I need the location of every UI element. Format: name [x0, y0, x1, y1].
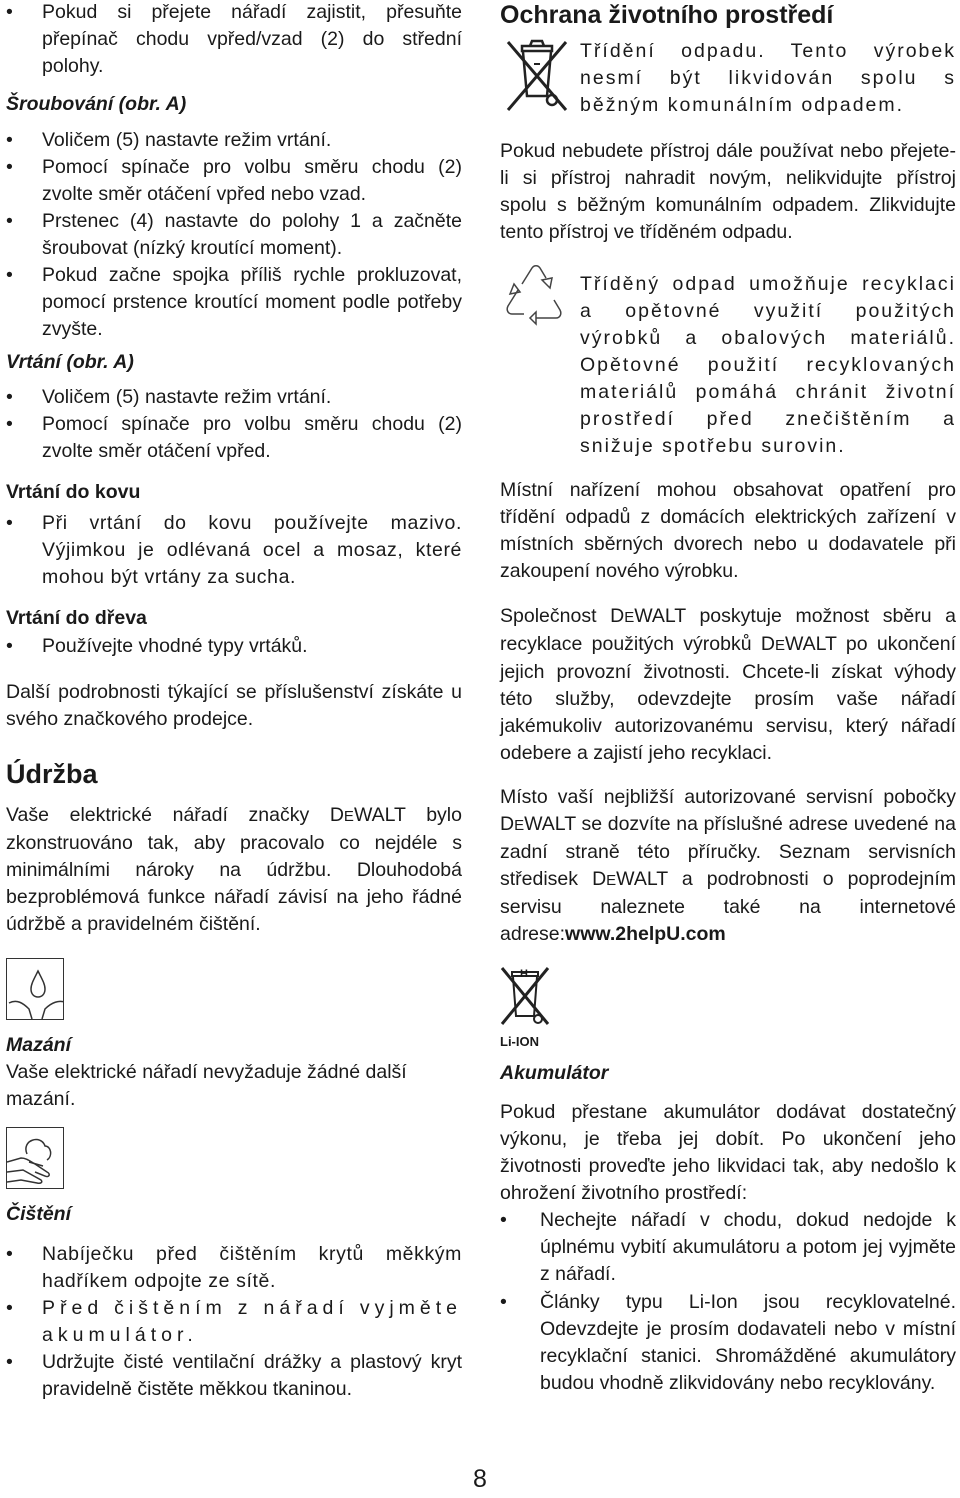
- separate-collection-text: Třídění odpadu. Tento výrobek nesmí být likvidován spolu s běžným komunálním odpadem.: [580, 40, 956, 116]
- list-item: • Nechejte nářadí v chodu, dokud nedojde k úplnému vybití akumulátoru a potom jej vyjměte z nářadí.: [500, 1207, 956, 1288]
- list-item: • Používejte vhodné typy vrtáků.: [6, 633, 462, 660]
- website-link[interactable]: www.2helpU.com: [565, 923, 726, 945]
- battery-text: Pokud přestane akumulátor dodávat dostatečný výkonu, je třeba jej dobít. Po ukončení jeho životnosti proveďte jeho likvidaci tak, aby nedošlo k ohrožení životního prostředí:: [500, 1101, 956, 1204]
- wood-heading: Vrtání do dřeva: [6, 607, 147, 629]
- list-item: • Voličem (5) nastavte režim vrtání.: [6, 384, 462, 411]
- screwing-list: [6, 127, 462, 343]
- list-item: • Nabíječku před čištěním krytů měkkým hadříkem odpojte ze sítě.: [6, 1241, 462, 1295]
- lubrication-icon: [6, 958, 64, 1020]
- metal-heading: Vrtání do kovu: [6, 481, 141, 503]
- disposal-text: Pokud nebudete přístroj dále používat nebo přejete-li si přístroj nahradit novým, nelikvidujte přístroj spolu s běžným komunálním odpadem. Zlikvidujte tento přístroj ve tříděném odpadu.: [500, 140, 956, 243]
- cleaning-list: [6, 1241, 462, 1403]
- li-ion-label: Li-ION: [500, 1034, 539, 1049]
- recycling-text: Tříděný odpad umožňuje recyklaci a opětovné využití použitých výrobků a obalových materiálů. Opětovné použití recyklovaných materiálů pomáhá chránit životní prostředí před znečištěním a snižuje spotřebu surovin.: [580, 273, 956, 457]
- list-item: • Pokud si přejete nářadí zajistit, přesuňte přepínač chodu vpřed/vzad (2) do střední polohy.: [6, 0, 462, 80]
- metal-list: [6, 510, 462, 591]
- maintenance-text: Vaše elektrické nářadí značky DEWALT bylo zkonstruováno tak, aby pracovalo co nejdéle s minimálními nároky na údržbu. Dlouhodobá bezproblémová funkce nářadí závisí na jeho řádné údržbě a pravidelném čištění.: [6, 804, 462, 935]
- intro-list: [6, 0, 462, 80]
- list-item: • Při vrtání do kovu používejte mazivo. Výjimkou je odlévaná ocel a mosaz, které mohou být vrtány za sucha.: [6, 510, 462, 591]
- battery-list: [500, 1207, 956, 1397]
- maintenance-heading: Údržba: [6, 759, 98, 789]
- lubrication-heading: Mazání: [6, 1034, 72, 1056]
- left-column: [6, 0, 462, 1403]
- page-number: 8: [473, 1465, 487, 1493]
- cleaning-icon: [6, 1127, 64, 1189]
- battery-heading: Akumulátor: [500, 1062, 609, 1084]
- drilling-list: [6, 384, 462, 465]
- list-item: • Voličem (5) nastavte režim vrtání.: [6, 127, 462, 154]
- screwing-heading: Šroubování (obr. A): [6, 93, 187, 115]
- local-regulations-text: Místní nařízení mohou obsahovat opatření pro třídění odpadů z domácích elektrických zařízení v místních sběrných dvorech nebo u dodavatele při zakoupení nového výrobku.: [500, 479, 956, 582]
- accessories-text: Další podrobnosti týkající se příslušenství získáte u svého značkového prodejce.: [6, 681, 462, 730]
- list-item: • Pomocí spínače pro volbu směru chodu (2) zvolte směr otáčení vpřed nebo vzad.: [6, 154, 462, 208]
- battery-logo-letter: H: [520, 968, 528, 980]
- list-item: • Prstenec (4) nastavte do polohy 1 a začněte šroubovat (nízký kroutící moment).: [6, 208, 462, 262]
- drilling-heading: Vrtání (obr. A): [6, 351, 134, 373]
- company-recycling-text: Společnost DEWALT poskytuje možnost sběru a recyklace použitých výrobků DEWALT po ukončení jejich provozní životnosti. Chcete-li získat výhody této služby, odevzdejte prosím vaše nářadí jakémukoliv autorizovanému servisu, který nářadí odebere a zajistí jeho recyklaci.: [500, 605, 957, 764]
- list-item: • Udržujte čisté ventilační drážky a plastový kryt pravidelně čistěte měkkou tkaninou.: [6, 1349, 462, 1403]
- wood-list: [6, 633, 462, 660]
- list-item: • Pokud začne spojka příliš rychle prokluzovat, pomocí prstence kroutící moment podle potřeby zvyšte.: [6, 262, 462, 343]
- list-item: • Pomocí spínače pro volbu směru chodu (2) zvolte směr otáčení vpřed.: [6, 411, 462, 465]
- right-column: [500, 0, 956, 1397]
- list-item: • Před čištěním z nářadí vyjměte akumulátor.: [6, 1295, 462, 1349]
- battery-disposal-logo: [500, 964, 560, 1050]
- lubrication-text: Vaše elektrické nářadí nevyžaduje žádné další mazání.: [6, 1061, 407, 1110]
- service-location-text: Místo vaší nejbližší autorizované servisní pobočky DEWALT se dozvíte na příslušné adrese uvedené na zadní straně této příručky. Seznam servisních středisek DEWALT a podrobnosti o poprodejním servisu naleznete také na internetové adrese:www.2helpU.com: [500, 786, 956, 945]
- recycle-icon: [500, 258, 570, 340]
- crossed-bin-icon: [504, 34, 570, 122]
- cleaning-heading: Čištění: [6, 1203, 72, 1225]
- environment-heading: Ochrana životního prostředí: [500, 1, 834, 29]
- list-item: • Články typu Li-Ion jsou recyklovatelné. Odevzdejte je prosím dodavateli nebo v místní recyklační stanici. Shromážděné akumulátory budou vhodně zlikvidovány nebo recyklovány.: [500, 1289, 956, 1397]
